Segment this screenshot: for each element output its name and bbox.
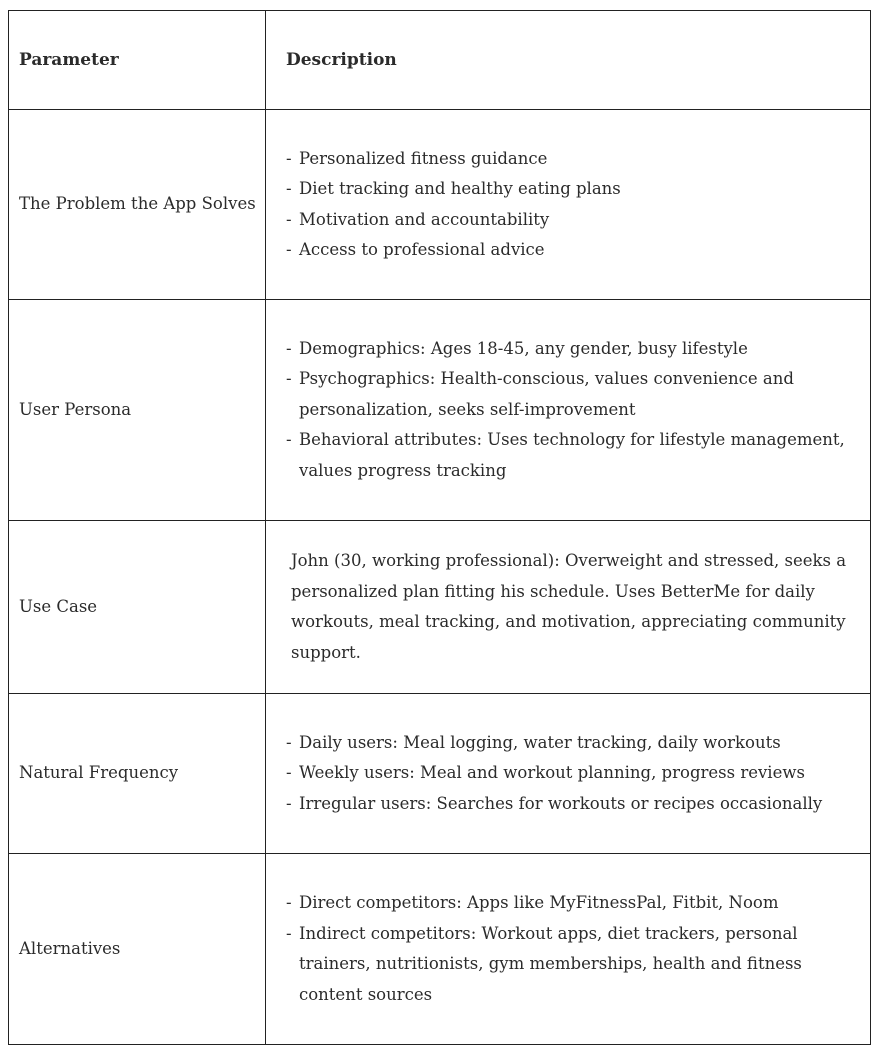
- list-item: - Psychographics: Health-conscious, values convenience and personalization, seeks self-improvement: [286, 369, 794, 419]
- list-item: - Direct competitors: Apps like MyFitnessPal, Fitbit, Noom: [286, 893, 779, 912]
- table-row: [9, 854, 871, 1045]
- parameter-description-table: [8, 10, 871, 1045]
- list-item: - Demographics: Ages 18-45, any gender, busy lifestyle: [286, 338, 748, 358]
- list-item: - Behavioral attributes: Uses technology for lifestyle management, values progress tracking: [286, 430, 845, 480]
- use-case-text: John (30, working professional): Overweight and stressed, seeks a personalized plan fitting his schedule. Uses BetterMe for daily workouts, meal tracking, and motivation, appreciating community support.: [291, 551, 847, 662]
- list-item: - Irregular users: Searches for workouts or recipes occasionally: [286, 793, 823, 813]
- table-row: [9, 694, 871, 854]
- row-parameter: Use Case: [9, 521, 266, 694]
- row-parameter: Natural Frequency: [9, 694, 266, 854]
- row-description: [266, 694, 871, 854]
- list-item: - Daily users: Meal logging, water tracking, daily workouts: [286, 732, 781, 752]
- row-parameter: The Problem the App Solves: [9, 110, 266, 300]
- table-row: [9, 521, 871, 694]
- header-description: Description: [266, 11, 871, 110]
- row-parameter: User Persona: [9, 300, 266, 521]
- row-parameter: Alternatives: [9, 854, 266, 1045]
- row-description: [266, 300, 871, 521]
- row-description: [266, 521, 871, 694]
- table-header-row: [9, 11, 871, 110]
- list-item: - Personalized fitness guidance: [286, 148, 548, 168]
- list-item: - Indirect competitors: Workout apps, diet trackers, personal trainers, nutritionists, gym memberships, health and fitness content sources: [286, 923, 802, 1004]
- list-item: - Weekly users: Meal and workout planning, progress reviews: [286, 763, 805, 783]
- header-parameter: Parameter: [9, 11, 266, 110]
- row-description: [266, 854, 871, 1045]
- list-item: - Diet tracking and healthy eating plans: [286, 179, 621, 198]
- list-item: - Access to professional advice: [286, 240, 545, 259]
- table-row: [9, 110, 871, 300]
- list-item: - Motivation and accountability: [286, 209, 550, 229]
- row-description: [266, 110, 871, 300]
- table-row: [9, 300, 871, 521]
